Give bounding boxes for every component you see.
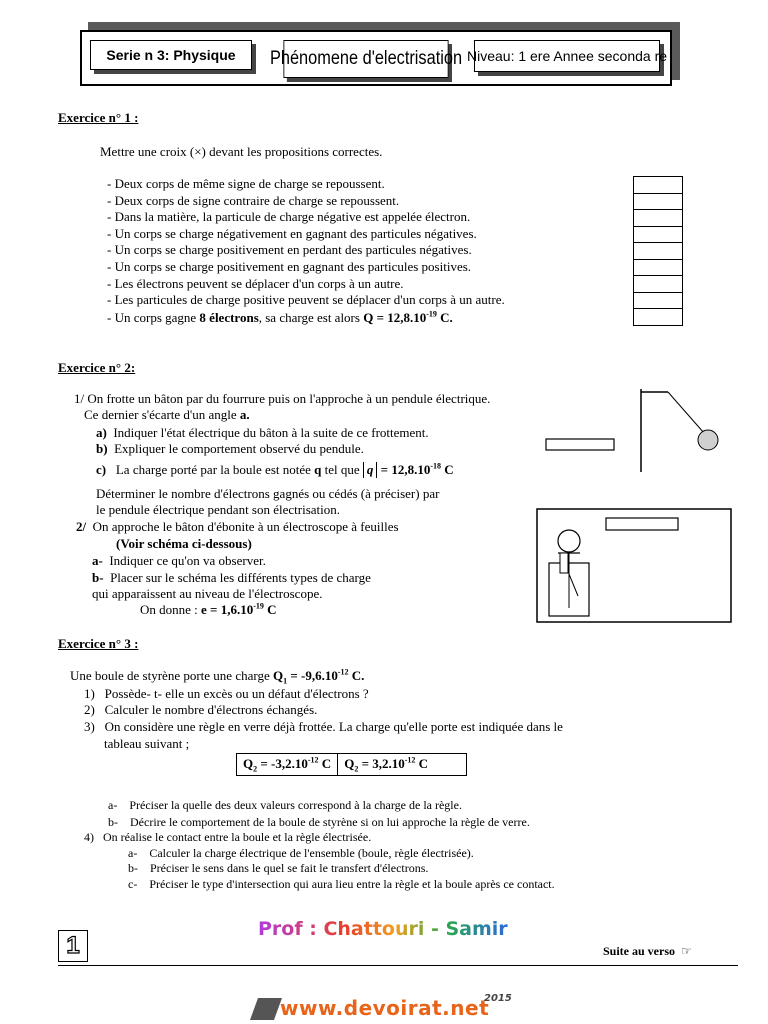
electroscope-stem	[560, 553, 568, 573]
answer-box-8[interactable]	[634, 292, 683, 309]
ex2-question-c: c) La charge porté par la boule est notée q tel que $q = 12,8.10^{-18}$ C	[96, 461, 454, 477]
header-frame	[80, 30, 672, 86]
pointing-hand-icon: ☞	[681, 944, 692, 958]
exercise-1-instruction: Mettre une croix (×) devant les propositions correctes.	[100, 144, 383, 159]
ex2-question-a: a) Indiquer l'état électrique du bâton à la suite de ce frottement.	[96, 425, 429, 440]
proposition-3: - Dans la matière, la particule de charge négative est appelée électron.	[107, 209, 471, 225]
proposition-9: - Un corps gagne 8 électrons, sa charge est alors $Q = 12,8.10^{-19}$ C.	[107, 309, 453, 325]
exercise-3-title: Exercice n° 3 :	[58, 636, 139, 651]
page-number: 1	[58, 930, 88, 962]
ex3-sub4-b: b- Préciser le sens dans le quel se fait le transfert d'électrons.	[128, 861, 429, 875]
ex2-part1-line1: 1/ On frotte un bâton par du fourrure puis on l'approche à un pendule électrique.	[74, 391, 491, 406]
ex2-part2-a: a- Indiquer ce qu'on va observer.	[92, 553, 266, 568]
ex3-sub-b: b- Décrire le comportement de la boule de styrène si on lui approche la règle de verre.	[108, 815, 530, 829]
ebonite-rod	[606, 518, 678, 530]
continued-on-back: Suite au verso ☞	[603, 944, 692, 958]
author-credit: Prof : Chattouri - Samir	[258, 918, 508, 940]
ex2-given-value: On donne : $e = 1,6.10^{-19}$ C	[140, 601, 277, 617]
site-year: 2015	[484, 993, 512, 1004]
electroscope-knob	[558, 530, 580, 552]
ex2-part2: 2/ On approche le bâton d'ébonite à un électroscope à feuilles	[76, 519, 399, 534]
ex2-see-diagram: (Voir schéma ci-dessous)	[116, 536, 252, 551]
ex3-question-2: 2) Calculer le nombre d'électrons échangés.	[84, 702, 318, 717]
charge-option-2: $Q_2 = 3,2.10^{-12}$ C	[338, 754, 467, 776]
ex3-question-3-line2: tableau suivant ;	[104, 736, 190, 751]
answer-box-9[interactable]	[634, 309, 683, 326]
pendulum-string	[668, 392, 704, 433]
proposition-1: - Deux corps de même signe de charge se repoussent.	[107, 176, 385, 191]
answer-box-1[interactable]	[634, 177, 683, 194]
answer-box-4[interactable]	[634, 226, 683, 243]
ex2-part2-b-line2: qui apparaissent au niveau de l'électroscope.	[92, 586, 323, 601]
page-title: Phénomene d'electrisation	[283, 40, 448, 78]
exercise-1-title: Exercice n° 1 :	[58, 110, 139, 125]
pendulum-ball	[698, 430, 718, 450]
pendulum-diagram	[540, 380, 730, 480]
proposition-5: - Un corps se charge positivement en perdant des particules négatives.	[107, 242, 472, 258]
ex3-sub-a: a- Préciser la quelle des deux valeurs correspond à la charge de la règle.	[108, 798, 462, 812]
ex3-question-1: 1) Possède- t- elle un excès ou un défaut d'électrons ?	[84, 686, 369, 701]
answer-box-7[interactable]	[634, 276, 683, 293]
ex2-question-b: b) Expliquer le comportement observé du pendule.	[96, 441, 364, 456]
ex3-question-3: 3) On considère une règle en verre déjà frottée. La charge qu'elle porte est indiquée dans le	[84, 719, 563, 734]
proposition-2: - Deux corps de signe contraire de charge se repoussent.	[107, 192, 400, 208]
ex2-determine-line1: Déterminer le nombre d'électrons gagnés ou cédés (à préciser) par	[96, 486, 440, 501]
exercise-2-title: Exercice n° 2:	[58, 360, 136, 375]
answer-box-2[interactable]	[634, 193, 683, 210]
charge-option-1: $Q_2 = -3,2.10^{-12}$ C	[237, 754, 338, 776]
answer-box-6[interactable]	[634, 259, 683, 276]
proposition-8: - Les particules de charge positive peuvent se déplacer d'un corps à un autre.	[107, 292, 505, 308]
answer-box-5[interactable]	[634, 243, 683, 260]
electroscope-diagram	[536, 508, 732, 624]
ex3-sub4-a: a- Calculer la charge électrique de l'ensemble (boule, règle électrisée).	[128, 846, 474, 860]
footer-divider	[58, 965, 738, 966]
ex2-part2-b: b- Placer sur le schéma les différents types de charge	[92, 570, 371, 585]
answer-checkboxes	[633, 176, 683, 326]
site-logo-icon	[250, 998, 282, 1020]
ex3-question-4: 4) On réalise le contact entre la boule et la règle électrisée.	[84, 830, 372, 844]
proposition-4: - Un corps se charge négativement en gagnant des particules négatives.	[107, 225, 477, 241]
series-label: Serie n 3: Physique	[90, 40, 252, 70]
site-url[interactable]: www.devoirat.net	[280, 996, 490, 1020]
charge-table	[236, 753, 467, 776]
ex2-part1-line2: Ce dernier s'écarte d'un angle a.	[84, 407, 250, 422]
ex3-intro: Une boule de styrène porte une charge $Q_1 = -9,6.10^{-12}$ C.	[70, 667, 365, 686]
answer-box-3[interactable]	[634, 210, 683, 227]
proposition-6: - Un corps se charge positivement en gagnant des particules positives.	[107, 259, 472, 274]
rod-bar	[546, 439, 614, 450]
level-label: Niveau: 1 ere Annee seconda re	[474, 40, 660, 72]
proposition-7: - Les électrons peuvent se déplacer d'un corps à un autre.	[107, 275, 404, 291]
ex3-sub4-c: c- Préciser le type d'intersection qui aura lieu entre la règle et la boule après ce contact.	[128, 877, 555, 891]
ex2-determine-line2: le pendule électrique pendant son électrisation.	[96, 502, 341, 517]
